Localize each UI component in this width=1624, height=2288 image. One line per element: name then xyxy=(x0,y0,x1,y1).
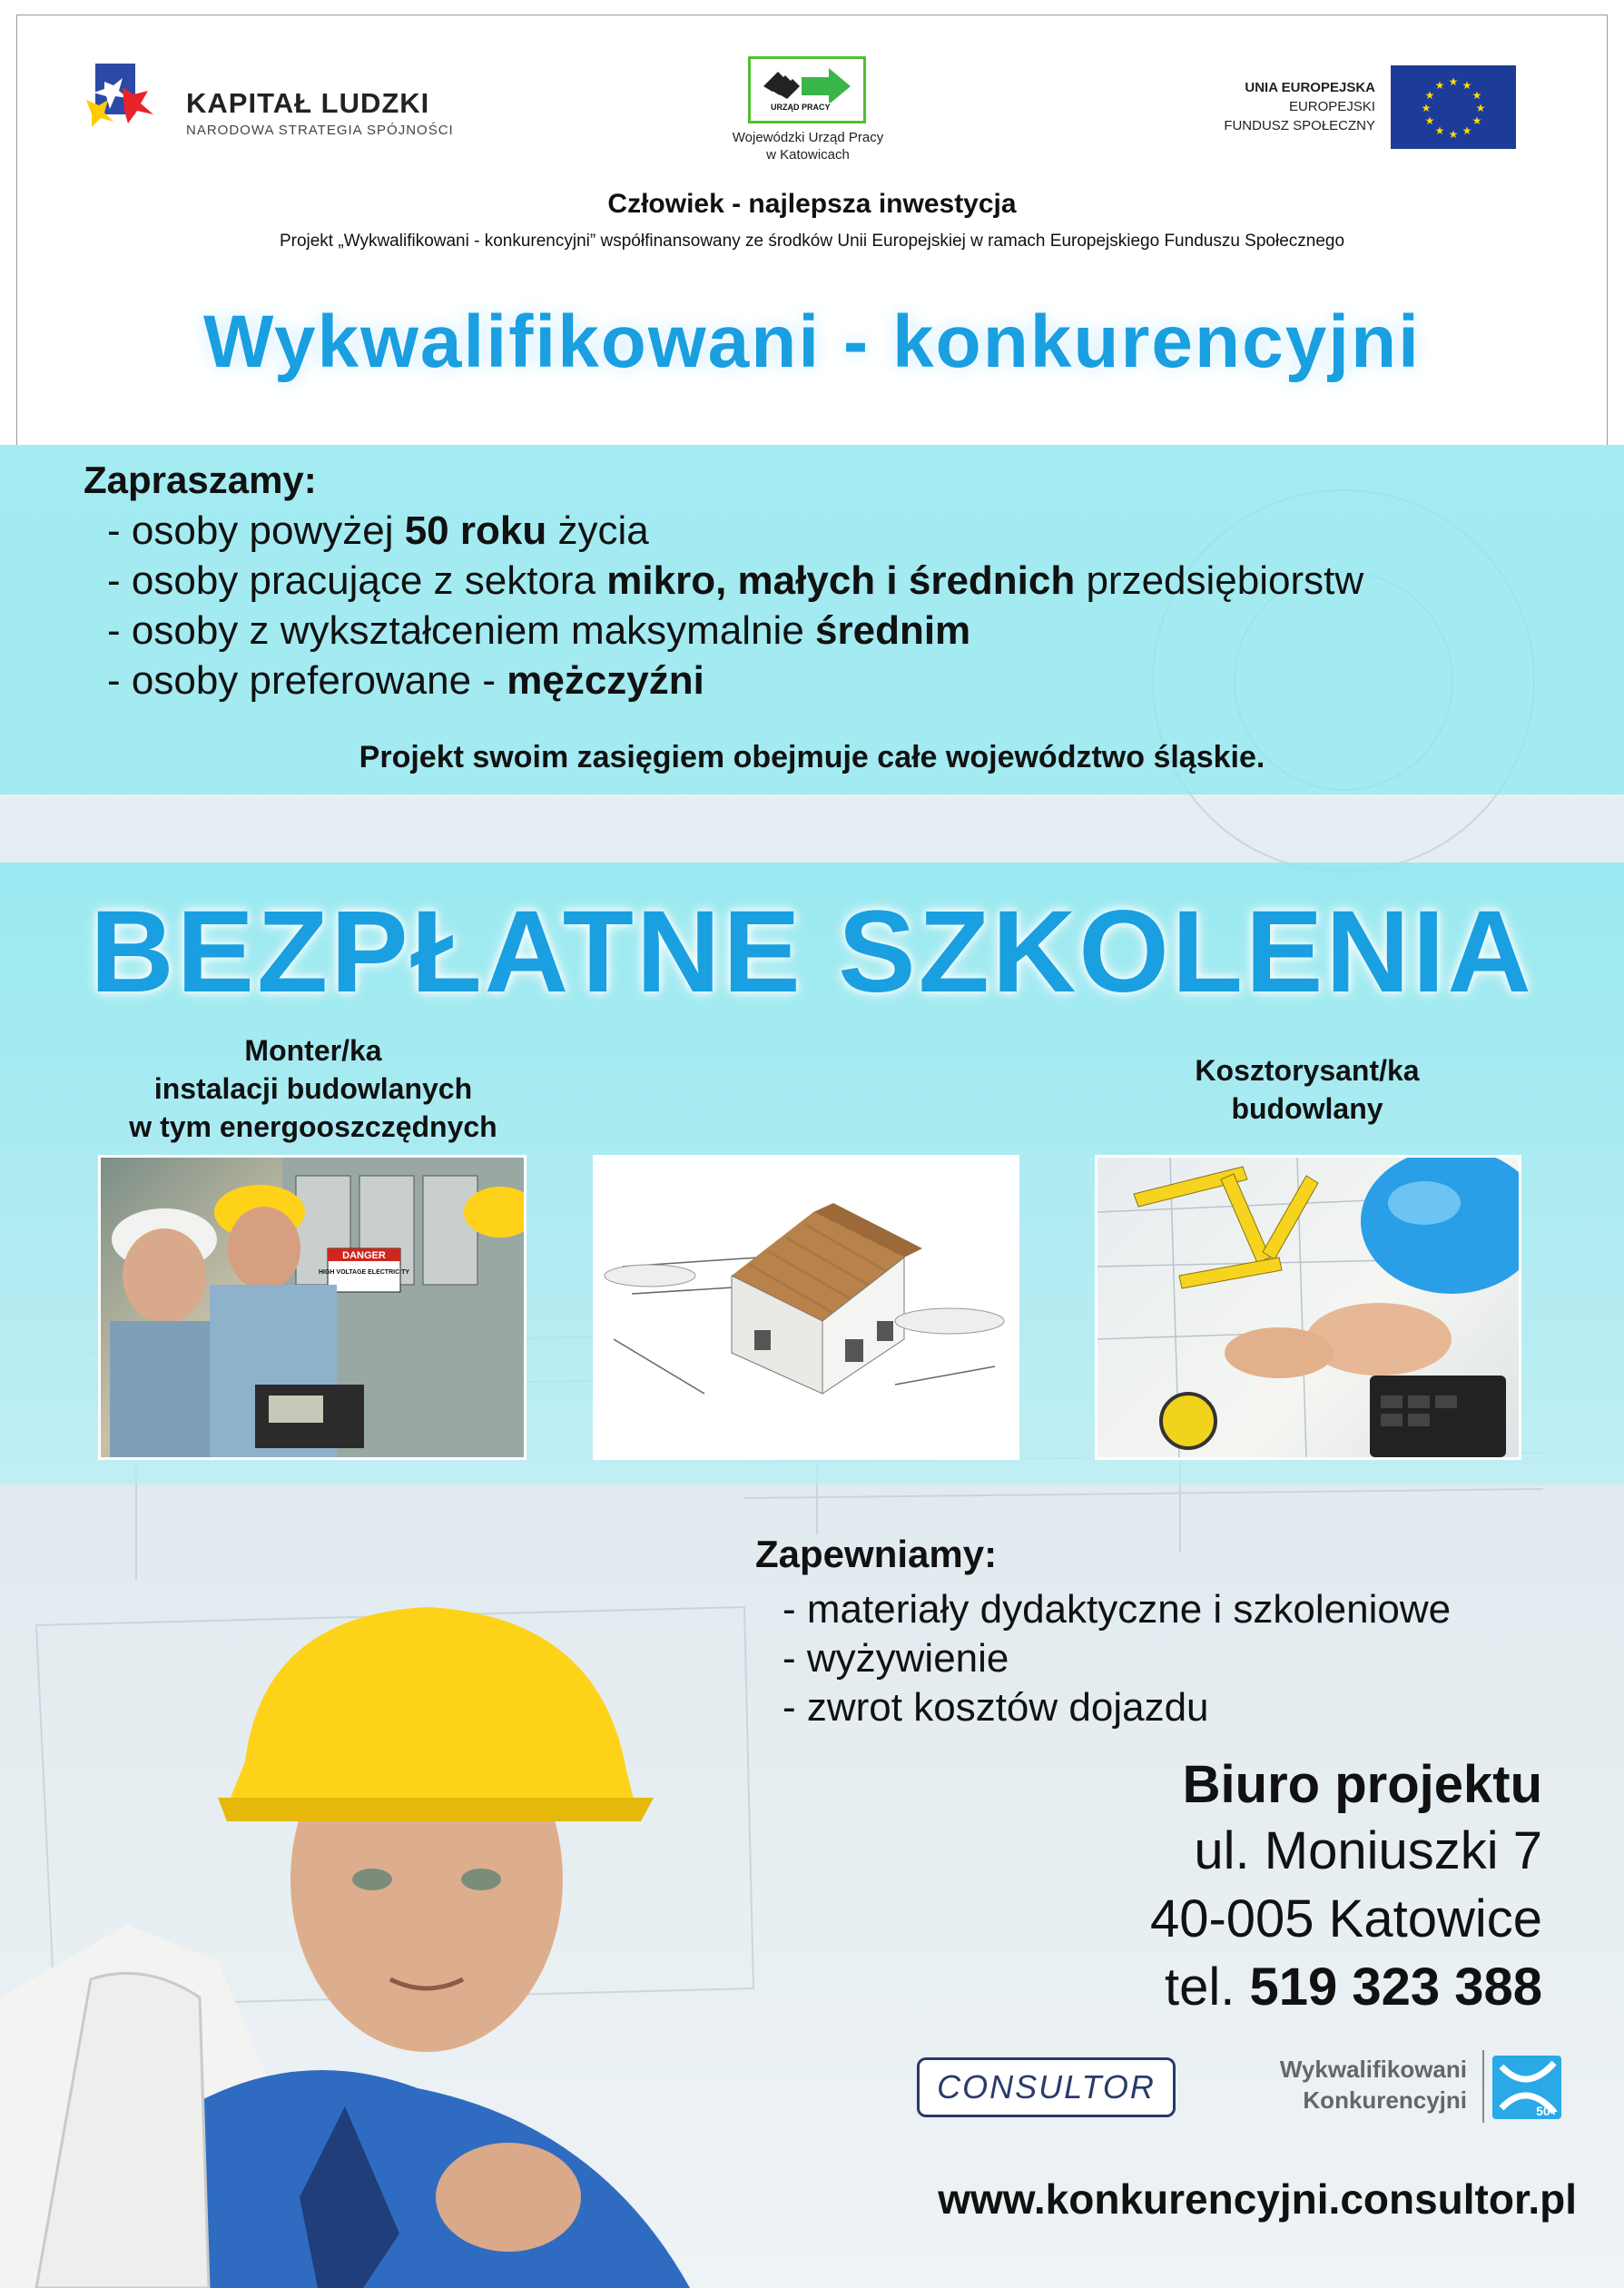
photo-house-model xyxy=(593,1155,1019,1460)
svg-text:★: ★ xyxy=(1424,114,1435,127)
svg-text:★: ★ xyxy=(1475,102,1486,114)
wup-line2: w Katowicach xyxy=(766,147,850,163)
main-title: Wykwalifikowani - konkurencyjni xyxy=(203,301,1421,383)
photo-estimator xyxy=(1095,1155,1521,1460)
kapital-ludzki-logo-icon xyxy=(86,64,159,129)
course-installer-line1: Monter/ka xyxy=(244,1034,382,1067)
danger-sign-text: DANGER xyxy=(342,1250,386,1261)
provide-item: - wyżywienie xyxy=(782,1636,1009,1681)
course-estimator-line2: budowlany xyxy=(1231,1092,1383,1125)
engineer-portrait xyxy=(0,1453,690,2288)
eu-line3: FUNDUSZ SPOŁECZNY xyxy=(1224,118,1375,133)
wup-badge-text: URZĄD PRACY xyxy=(771,103,831,112)
svg-text:★: ★ xyxy=(1448,75,1459,88)
svg-text:★: ★ xyxy=(1462,79,1472,92)
office-phone-number: 519 323 388 xyxy=(1249,1958,1542,2017)
wup-line1: Wojewódzki Urząd Pracy xyxy=(732,130,884,145)
wk-logo-icon xyxy=(1481,2048,1569,2125)
invite-item xyxy=(107,658,704,704)
invite-item xyxy=(107,558,1363,604)
region-note: Projekt swoim zasięgiem obejmuje całe województwo śląskie. xyxy=(359,740,1265,774)
invite-title: Zapraszamy: xyxy=(84,459,317,501)
eu-caption xyxy=(1153,78,1375,135)
svg-text:★: ★ xyxy=(1434,79,1445,92)
invite-item-bold: mężczyźni xyxy=(507,658,704,703)
invite-item-text: - osoby preferowane - xyxy=(107,658,507,703)
invite-item-text: przedsiębiorstw xyxy=(1075,558,1364,603)
invite-item-text: - osoby z wykształceniem maksymalnie xyxy=(107,608,816,653)
provide-title: Zapewniamy: xyxy=(755,1533,998,1575)
office-title: Biuro projektu xyxy=(1182,1755,1542,1814)
course-installer-line2: instalacji budowlanych xyxy=(153,1072,473,1105)
course-installer-line3: w tym energooszczędnych xyxy=(129,1110,497,1143)
provide-item: - materiały dydaktyczne i szkoleniowe xyxy=(782,1587,1452,1632)
wk-logo-line2: Konkurencyjni xyxy=(1303,2086,1467,2114)
svg-text:★: ★ xyxy=(1434,124,1445,137)
svg-text:★: ★ xyxy=(1448,128,1459,141)
invite-item-bold: mikro, małych i średnich xyxy=(606,558,1076,603)
eu-flag-icon xyxy=(1391,65,1516,149)
eu-line1: UNIA EUROPEJSKA xyxy=(1245,80,1375,95)
voltage-sign-text: HIGH VOLTAGE ELECTRICITY xyxy=(318,1269,410,1276)
electricians-illustration xyxy=(101,1158,524,1457)
cofinancing-note: Projekt „Wykwalifikowani - konkurencyjni” współfinansowany ze środków Unii Europejskiej w ramach Europejskiego Funduszu Społecznego xyxy=(279,232,1345,251)
invite-item-bold: średnim xyxy=(815,608,971,653)
kapital-ludzki-subtitle: NARODOWA STRATEGIA SPÓJNOŚCI xyxy=(186,123,454,138)
office-phone xyxy=(1165,1957,1542,2017)
office-city: 40-005 Katowice xyxy=(1149,1889,1542,1948)
svg-text:★: ★ xyxy=(1421,102,1432,114)
course-installer xyxy=(91,1031,536,1146)
course-estimator xyxy=(1089,1051,1525,1128)
svg-text:★: ★ xyxy=(1471,114,1482,127)
svg-text:★: ★ xyxy=(1462,124,1472,137)
invite-item xyxy=(107,608,970,654)
house-illustration xyxy=(595,1158,1017,1457)
invite-item-bold: 50 roku xyxy=(404,508,547,553)
photo-electricians xyxy=(98,1155,527,1460)
kapital-ludzki-title: KAPITAŁ LUDZKI xyxy=(186,87,430,119)
trainings-title: BEZPŁATNE SZKOLENIA xyxy=(90,887,1534,1017)
wk-logo-text xyxy=(1240,2054,1467,2115)
slogan: Człowiek - najlepsza inwestycja xyxy=(607,189,1017,219)
estimator-illustration xyxy=(1097,1158,1519,1457)
invite-item xyxy=(107,508,649,554)
invite-item-text: - osoby powyżej xyxy=(107,508,405,553)
office-phone-label: tel. xyxy=(1164,1958,1250,2017)
invite-item-text: - osoby pracujące z sektora xyxy=(107,558,607,603)
eu-line2: EUROPEJSKI xyxy=(1288,99,1375,114)
wup-logo xyxy=(748,56,866,123)
wup-caption xyxy=(690,129,926,163)
wk-badge-text: 50+ xyxy=(1536,2104,1558,2118)
wk-logo-line1: Wykwalifikowani xyxy=(1279,2056,1467,2083)
invite-item-text: życia xyxy=(546,508,649,553)
svg-text:★: ★ xyxy=(1424,89,1435,102)
course-estimator-line1: Kosztorysant/ka xyxy=(1195,1054,1420,1087)
website-url[interactable]: www.konkurencyjni.consultor.pl xyxy=(938,2175,1577,2223)
provide-item: - zwrot kosztów dojazdu xyxy=(782,1685,1209,1730)
consultor-logo: CONSULTOR xyxy=(917,2057,1176,2117)
office-street: ul. Moniuszki 7 xyxy=(1194,1821,1542,1880)
svg-text:★: ★ xyxy=(1471,89,1482,102)
